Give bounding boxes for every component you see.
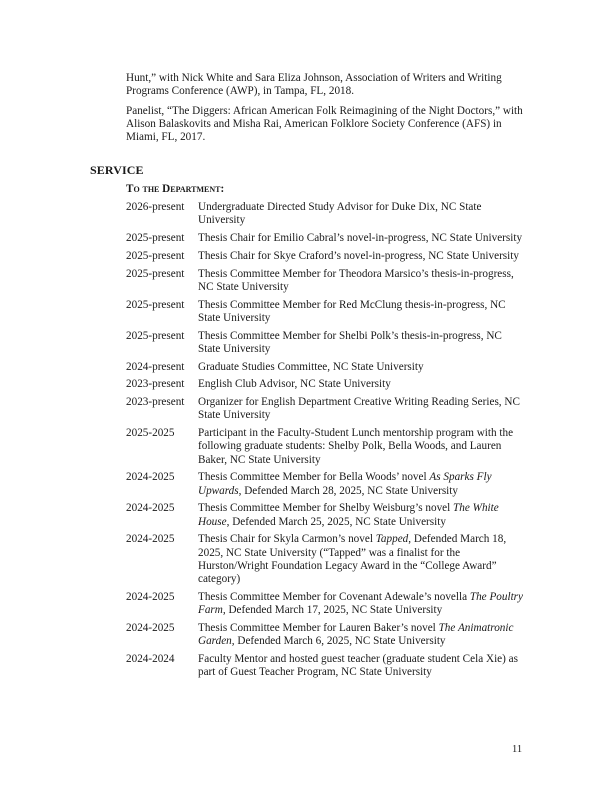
entry-description: Thesis Chair for Emilio Cabral’s novel-in-progress, NC State University bbox=[198, 232, 523, 244]
entry-date: 2025-2025 bbox=[126, 427, 175, 440]
service-entry-list bbox=[126, 201, 526, 684]
service-entry bbox=[126, 201, 526, 227]
entry-description: Thesis Committee Member for Lauren Baker’s novel The Animatronic Garden, Defended March 6, 2025, NC State University bbox=[198, 621, 514, 647]
entry-date: 2024-2025 bbox=[126, 502, 175, 515]
entry-date: 2025-present bbox=[126, 232, 185, 244]
subsection-heading: To the Department: bbox=[126, 183, 225, 195]
continued-entry bbox=[126, 105, 526, 145]
entry-date: 2024-present bbox=[126, 360, 185, 373]
entry-description: Thesis Chair for Skyla Carmon’s novel Tapped, Defended March 18, 2025, NC State University (“Tapped” was a finalist for the Hurston/Wright Foundation Legacy Award in the “College Award” category) bbox=[198, 533, 507, 585]
entry-date: 2025-present bbox=[126, 298, 185, 311]
entry-date: 2025-present bbox=[126, 329, 185, 342]
entry-description: Thesis Committee Member for Theodora Marsico’s thesis-in-progress, NC State University bbox=[198, 267, 514, 293]
entry-date: 2024-2024 bbox=[126, 652, 175, 665]
service-entry bbox=[126, 533, 526, 586]
service-entry bbox=[126, 471, 526, 497]
service-entry bbox=[126, 502, 526, 528]
entry-date: 2024-2025 bbox=[126, 590, 175, 603]
entry-description: English Club Advisor, NC State University bbox=[198, 378, 391, 391]
entry-description: Thesis Committee Member for Shelbi Polk’s thesis-in-progress, NC State University bbox=[198, 329, 502, 355]
service-entry bbox=[126, 653, 526, 679]
entry-description: Organizer for English Department Creative Writing Reading Series, NC State University bbox=[198, 396, 520, 422]
entry-date: 2023-present bbox=[126, 378, 185, 391]
entry-date: 2023-present bbox=[126, 396, 185, 409]
service-entry bbox=[126, 591, 526, 617]
service-entry bbox=[126, 622, 526, 648]
service-entry bbox=[126, 427, 526, 467]
service-entry bbox=[126, 330, 526, 356]
entry-description: Participant in the Faculty-Student Lunch mentorship program with the following graduate students: Shelby Polk, Bella Woods, and Lauren Baker, NC State University bbox=[198, 427, 514, 466]
entry-date: 2024-2025 bbox=[126, 471, 175, 484]
entry-date: 2024-2025 bbox=[126, 533, 175, 546]
service-entry bbox=[126, 378, 526, 391]
entry-description: Thesis Committee Member for Red McClung thesis-in-progress, NC State University bbox=[198, 298, 506, 324]
presentation-entry-text: Panelist, “The Diggers: African American Folk Reimagining of the Night Doctors,” with Alison Balaskovits and Misha Rai, American Folklore Society Conference (AFS) in Miami, FL, 2017. bbox=[126, 105, 523, 144]
entry-date: 2024-2025 bbox=[126, 621, 175, 634]
page-number: 11 bbox=[512, 744, 523, 755]
presentation-entry-text: Hunt,” with Nick White and Sara Eliza Johnson, Association of Writers and Writing Programs Conference (AWP), in Tampa, FL, 2018. bbox=[126, 72, 502, 98]
service-entry bbox=[126, 268, 526, 294]
entry-date: 2025-present bbox=[126, 267, 185, 280]
service-entry bbox=[126, 396, 526, 422]
entry-date: 2025-present bbox=[126, 249, 185, 262]
entry-description: Undergraduate Directed Study Advisor for Duke Dix, NC State University bbox=[198, 201, 482, 227]
entry-description: Thesis Committee Member for Bella Woods’ novel As Sparks Fly Upwards, Defended March 28, 2025, NC State University bbox=[198, 471, 492, 497]
continued-entry bbox=[126, 72, 526, 98]
service-entry bbox=[126, 250, 526, 263]
section-heading: SERVICE bbox=[90, 163, 144, 177]
entry-description: Faculty Mentor and hosted guest teacher (graduate student Cela Xie) as part of Guest Teacher Program, NC State University bbox=[198, 652, 518, 678]
entry-description: Graduate Studies Committee, NC State University bbox=[198, 360, 424, 373]
entry-description: Thesis Chair for Skye Craford’s novel-in-progress, NC State University bbox=[198, 249, 519, 262]
entry-date: 2026-present bbox=[126, 201, 185, 213]
entry-description: Thesis Committee Member for Covenant Adewale’s novella The Poultry Farm, Defended March 17, 2025, NC State University bbox=[198, 590, 523, 616]
service-entry bbox=[126, 232, 526, 245]
service-entry bbox=[126, 299, 526, 325]
service-entry bbox=[126, 361, 526, 374]
entry-description: Thesis Committee Member for Shelby Weisburg’s novel The White House, Defended March 25, 2025, NC State University bbox=[198, 502, 499, 528]
